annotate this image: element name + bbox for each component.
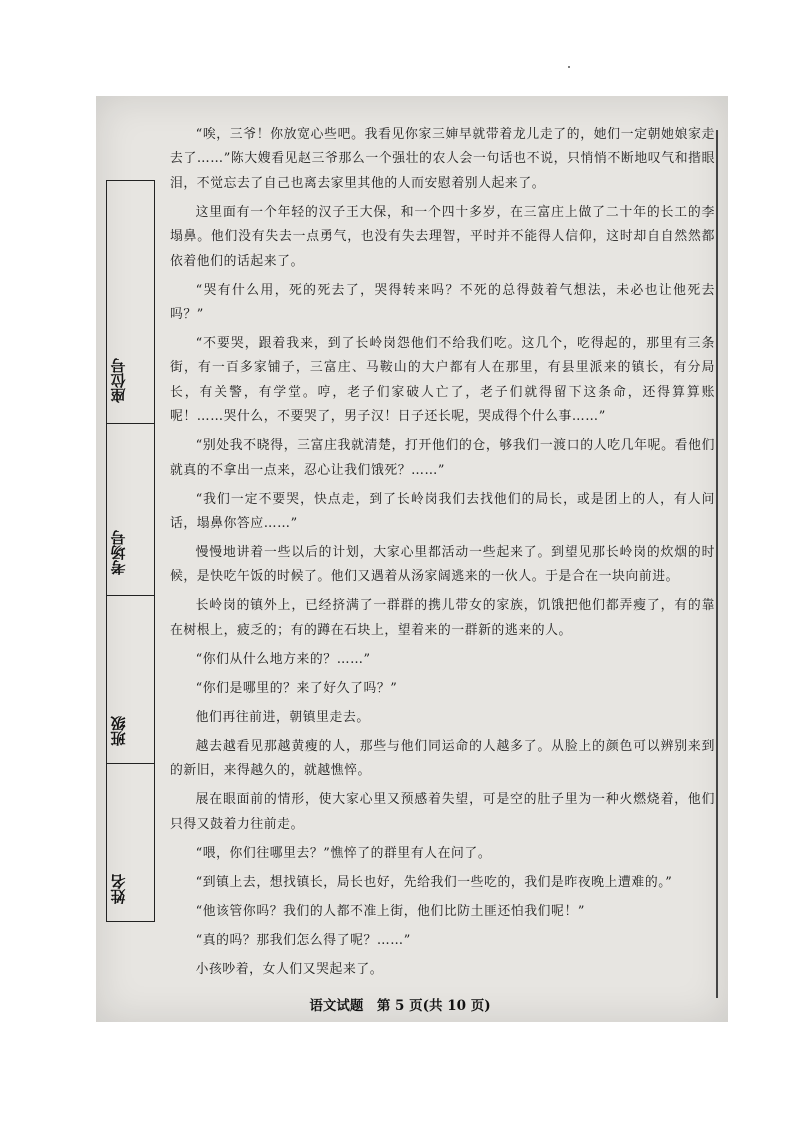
paragraph: 慢慢地讲着一些以后的计划，大家心里都活动一些起来了。到望见那长岭岗的炊烟的时候，是快吃午饭的时候了。他们又遇着从汤家阔逃来的一伙人。于是合在一块向前进。 xyxy=(170,545,715,585)
right-margin-rule xyxy=(716,130,718,998)
paragraph: “喂，你们往哪里去？”憔悴了的群里有人在问了。 xyxy=(195,845,492,861)
paragraph: “他该管你吗？我们的人都不准上街，他们比防土匪还怕我们呢！” xyxy=(195,903,585,919)
seat-number-label: 座位号 xyxy=(109,358,128,404)
paragraph: “到镇上去，想找镇长，局长也好，先给我们一些吃的，我们是昨夜晚上遭难的。” xyxy=(195,874,673,890)
paragraph: 他们再往前进，朝镇里走去。 xyxy=(195,709,370,725)
paragraph: “我们一定不要哭，快点走，到了长岭岗我们去找他们的局长，或是团上的人，有人问话，塌鼻你答应……” xyxy=(170,491,715,532)
binding-divider xyxy=(107,763,154,764)
paragraph: 长岭岗的镇外上，已经挤满了一群群的携儿带女的家族，饥饿把他们都弄瘦了，有的靠在树根上，疲乏的；有的蹲在石块上，望着来的一群新的逃来的人。 xyxy=(170,598,715,638)
paragraph: 展在眼面前的情形，使大家心里又预感着失望，可是空的肚子里为一种火燃烧着，他们只得又鼓着力往前走。 xyxy=(170,792,715,832)
paragraph: “哭有什么用，死的死去了，哭得转来吗？不死的总得鼓着气想法，未必也让他死去吗？” xyxy=(170,282,715,323)
name-label: 姓名 xyxy=(109,874,128,904)
passage-text xyxy=(170,123,715,982)
paragraph: “真的吗？那我们怎么得了呢？……” xyxy=(195,932,411,948)
paragraph: 这里面有一个年轻的汉子王大保，和一个四十多岁，在三富庄上做了二十年的长工的李塌鼻。他们没有失去一点勇气，也没有失去理智，平时并不能得人信仰，这时却自自然然都依着他们的话起来了。 xyxy=(170,204,715,269)
paragraph: 越去越看见那越黄瘦的人，那些与他们同运命的人越多了。从脸上的颜色可以辨别来到的新旧，来得越久的，就越憔悴。 xyxy=(170,738,715,779)
paragraph: “你们从什么地方来的？……” xyxy=(195,651,371,667)
paragraph: “你们是哪里的？来了好久了吗？” xyxy=(195,680,398,696)
exam-room-label: 考场号 xyxy=(109,530,128,576)
paragraph: 小孩吵着，女人们又哭起来了。 xyxy=(195,961,384,977)
binding-divider xyxy=(107,595,154,596)
paragraph: “别处我不晓得，三富庄我就清楚，打开他们的仓，够我们一渡口的人吃几年呢。看他们就真的不拿出一点来，忍心让我们饿死？……” xyxy=(170,438,715,478)
class-label: 班级 xyxy=(109,716,128,746)
page-footer: 语文试题 第 5 页(共 10 页) xyxy=(309,998,491,1014)
paragraph: “不要哭，跟着我来，到了长岭岗怨他们不给我们吃。这几个，吃得起的，那里有三条街，有一百多家铺子，三富庄、马鞍山的大户都有人在那里，有县里派来的镇长，有分局长，有关警，有学堂。哼，老子们家破人亡了，老子们就得留下这条命，还得算算账呢！……哭什么，不要哭了，男子汉！日子还长呢，哭成得个什么事……” xyxy=(170,336,715,425)
binding-info-box xyxy=(106,180,155,922)
speck xyxy=(568,66,570,68)
paragraph: “唉，三爷！你放宽心些吧。我看见你家三婶早就带着龙儿走了的，她们一定朝她娘家走去了……”陈大嫂看见赵三爷那么一个强壮的农人会一句话也不说，只悄悄不断地叹气和揩眼泪，不觉忘去了自己也离去家里其他的人而安慰着别人起来了。 xyxy=(170,127,715,191)
binding-divider xyxy=(107,423,154,424)
